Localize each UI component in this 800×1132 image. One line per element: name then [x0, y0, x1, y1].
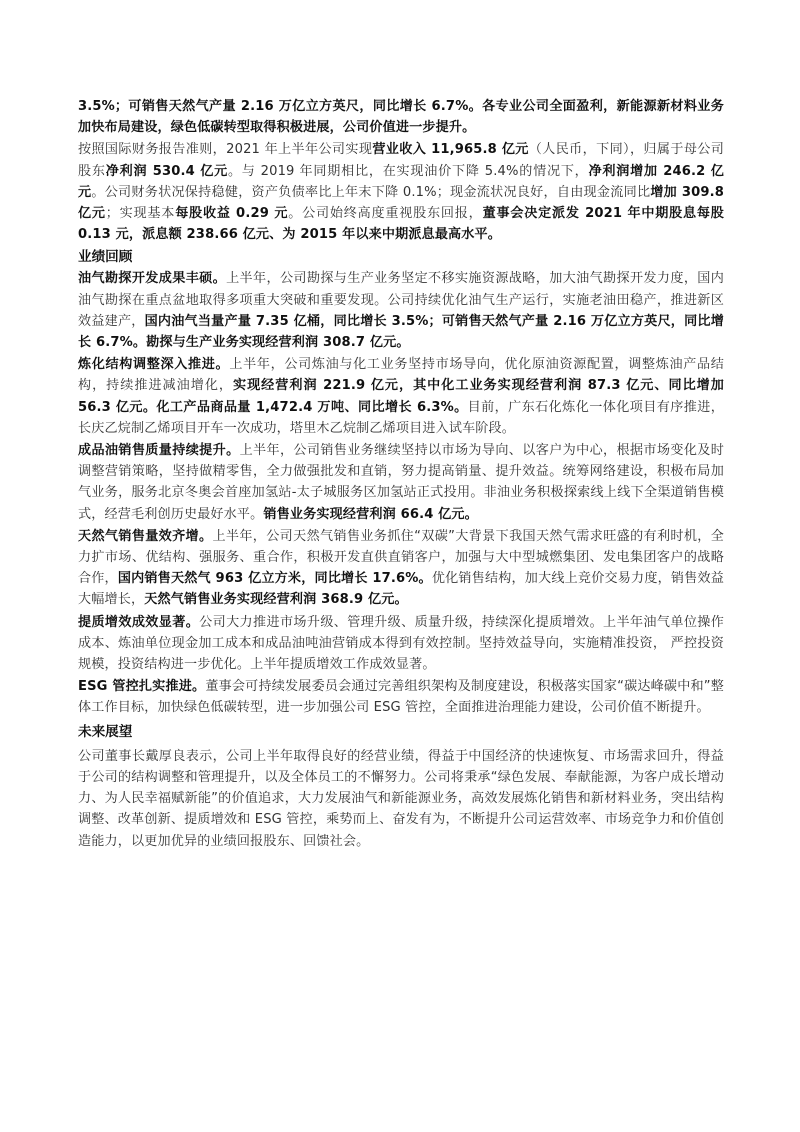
financial-text-6: 。公司始终高度重视股东回报， — [288, 206, 483, 222]
upstream-paragraph — [78, 268, 724, 353]
efficiency-paragraph — [78, 612, 724, 676]
refining-lead: 炼化结构调整深入推进。 — [78, 357, 230, 373]
financial-text-1: 按照国际财务报告准则，2021 年上半年公司实现 — [78, 142, 373, 158]
section-title-outlook: 未来展望 — [78, 723, 133, 740]
esg-text: 董事会可持续发展委员会通过完善组织架构及制度建设，积极落实国家“碳达峰碳中和”整体工作目标，加快绿色低碳转型，进一步加强公司 ESG 管控，全面推进治理能力建设，公司价值不断提升。 — [78, 679, 724, 716]
gas-lead: 天然气销售量效齐增。 — [78, 528, 213, 544]
efficiency-text: 公司大力推进市场升级、管理升级、质量升级，持续深化提质增效。上半年油气单位操作成本、炼油单位现金加工成本和成品油吨油营销成本得到有效控制。坚持效益导向，实施精准投资， 严控投资规模，投资结构进一步优化。上半年提质增效工作成效显著。 — [78, 614, 724, 673]
financial-text-3: 。与 2019 年同期相比，在实现油价下降 5.4%的情况下， — [227, 163, 589, 179]
upstream-text: 上半年，公司勘探与生产业务坚定不移实施资源战略，加大油气勘探开发力度，国内油气勘探在重点盆地取得多项重大突破和重要发现。公司持续优化油气生产运行，实施老油田稳产，推进新区效益建产， — [78, 271, 724, 329]
net-profit-increase-figure: 净利润增加 246.2 亿元 — [78, 163, 724, 200]
net-profit-figure: 净利润 530.4 亿元 — [105, 163, 228, 179]
esg-paragraph — [78, 676, 724, 718]
efficiency-lead: 提质增效成效显著。 — [78, 614, 200, 630]
financial-summary-paragraph — [78, 139, 724, 245]
section-title-review: 业绩回顾 — [78, 249, 133, 266]
refining-text-1: 上半年，公司炼油与化工业务坚持市场导向，优化原油资源配置，调整炼油产品结构，持续推进减油增化， — [78, 357, 724, 394]
refining-text-2: 目前，广东石化炼化一体化项目有序推进，长庆乙烷制乙烯项目开车一次成功，塔里木乙烷制乙烯项目进入试车阶段。 — [78, 399, 724, 436]
refining-highlight: 实现经营利润 221.9 亿元，其中化工业务实现经营利润 87.3 亿元、同比增加 56.3 亿元。化工产品商品量 1,472.4 万吨、同比增长 6.3%。 — [78, 378, 724, 415]
gas-paragraph — [78, 526, 724, 611]
gas-text-1: 上半年，公司天然气销售业务抓住“双碳”大背景下我国天然气需求旺盛的有利时机，全力扩市场、优结构、强服务、重合作，积极开发直供直销客户，加强与大中型城燃集团、发电集团客户的战略合作， — [78, 528, 724, 587]
upstream-lead: 油气勘探开发成果丰硕。 — [78, 271, 227, 287]
financial-text-4: 。公司财务状况保持稳健，资产负债率比上年末下降 0.1%；现金流状况良好，自由现金流同比 — [91, 184, 651, 200]
intro-highlight-text: 3.5%；可销售天然气产量 2.16 万亿立方英尺，同比增长 6.7%。各专业公司全面盈利，新能源新材料业务加快布局建设，绿色低碳转型取得积极进展，公司价值进一步提升。 — [78, 99, 724, 136]
eps-figure: 每股收益 0.29 元 — [175, 206, 289, 222]
marketing-paragraph — [78, 440, 724, 525]
outlook-paragraph: 公司董事长戴厚良表示，公司上半年取得良好的经营业绩，得益于中国经济的快速恢复、市场需求回升，得益于公司的结构调整和管理提升，以及全体员工的不懈努力。公司将秉承“绿色发展、奉献能源，为客户成长增动力、为人民幸福赋新能”的价值追求，大力发展油气和新能源业务，高效发展炼化销售和新材料业务，突出结构调整、改革创新、提质增效和 ESG 管控，乘势而上、奋发有为，不断提升公司运营效率、市场竞争力和价值创造能力，以更加优异的业绩回报股东、回馈社会。 — [78, 748, 724, 849]
financial-text-2: （人民币，下同），归属于母公司股东 — [78, 142, 724, 179]
dividend-statement: 董事会决定派发 2021 年中期股息每股 0.13 元，派息额 238.66 亿元、为 2015 年以来中期派息最高水平。 — [78, 206, 725, 243]
marketing-text: 上半年，公司销售业务继续坚持以市场为导向、以客户为中心，根据市场变化及时调整营销策略，坚持做精零售，全力做强批发和直销，努力提高销量、提升效益。统筹网络建设，积极布局加气业务，服务北京冬奥会首座加氢站-太子城服务区加氢站正式投用。非油业务积极探索线上线下全渠道销售模式，经营毛利创历史最好水平。 — [78, 443, 724, 522]
gas-highlight-1: 国内销售天然气 963 亿立方米，同比增长 17.6%。 — [117, 571, 432, 587]
upstream-highlight: 国内油气当量产量 7.35 亿桶，同比增长 3.5%；可销售天然气产量 2.16 万亿立方英尺，同比增长 6.7%。勘探与生产业务实现经营利润 308.7 亿元。 — [78, 313, 724, 351]
financial-text-5: ；实现基本 — [105, 206, 176, 222]
gas-highlight-2: 天然气销售业务实现经营利润 368.9 亿元。 — [144, 592, 408, 608]
intro-highlight-paragraph — [78, 96, 724, 138]
refining-paragraph — [78, 354, 724, 439]
marketing-highlight: 销售业务实现经营利润 66.4 亿元。 — [263, 506, 478, 522]
marketing-lead: 成品油销售质量持续提升。 — [78, 443, 240, 459]
revenue-figure: 营业收入 11,965.8 亿元 — [372, 142, 529, 158]
esg-lead: ESG 管控扎实推进。 — [78, 679, 206, 695]
free-cash-flow-figure: 增加 309.8 亿元 — [78, 184, 724, 222]
gas-text-2: 优化销售结构，加大线上竞价交易力度，销售效益大幅增长， — [78, 571, 724, 608]
